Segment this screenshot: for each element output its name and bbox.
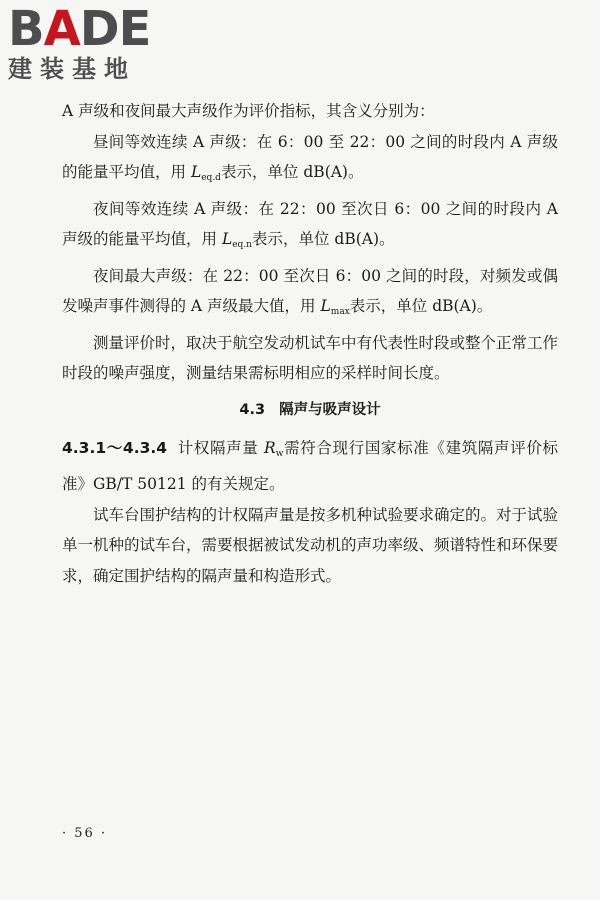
logo-subtitle: 建装基地	[8, 55, 136, 83]
measurement-paragraph: 测量评价时，取决于航空发动机试车中有代表性时段或整个正常工作时段的噪声强度，测量结果需标明相应的采样时间长度。	[62, 333, 559, 382]
clause-number: 4.3.1～4.3.4	[62, 438, 168, 457]
explanation-paragraph: 试车台围护结构的计权隔声量是按多机种试验要求确定的。对于试验单一机种的试车台，需要根据被试发动机的声功率级、频谱特性和环保要求，确定围护结构的隔声量和构造形式。	[62, 505, 559, 585]
intro-line: A 声级和夜间最大声级作为评价指标，其含义分别为：	[62, 102, 435, 120]
day-leq-paragraph: 昼间等效连续 A 声级：在 6：00 至 22：00 之间的时段内 A 声级的能量平均值，用 $L_{eq.d}$表示，单位 dB(A)。	[62, 132, 558, 183]
section-title: 隔声与吸声设计	[279, 401, 381, 418]
night-leq-paragraph: 夜间等效连续 A 声级：在 22：00 至次日 6：00 之间的时段内 A 声级的能量平均值，用 $L_{eq.n}$表示，单位 dB(A)。	[62, 199, 558, 250]
page-body	[62, 96, 558, 591]
clause-paragraph: 4.3.1～4.3.4 计权隔声量 $R_w$需符合现行国家标准《建筑隔声评价标准》GB/T 50121 的有关规定。	[62, 438, 558, 493]
bade-logo	[8, 1, 151, 84]
section-heading	[62, 395, 558, 425]
page-number: · 56 ·	[62, 826, 108, 841]
night-max-paragraph: 夜间最大声级：在 22：00 至次日 6：00 之间的时段，对频发或偶发噪声事件测得的 A 声级最大值，用 $L_{max}$表示，单位 dB(A)。	[62, 266, 558, 317]
section-number: 4.3	[239, 401, 266, 418]
logo-wordmark: BADE	[8, 1, 151, 57]
